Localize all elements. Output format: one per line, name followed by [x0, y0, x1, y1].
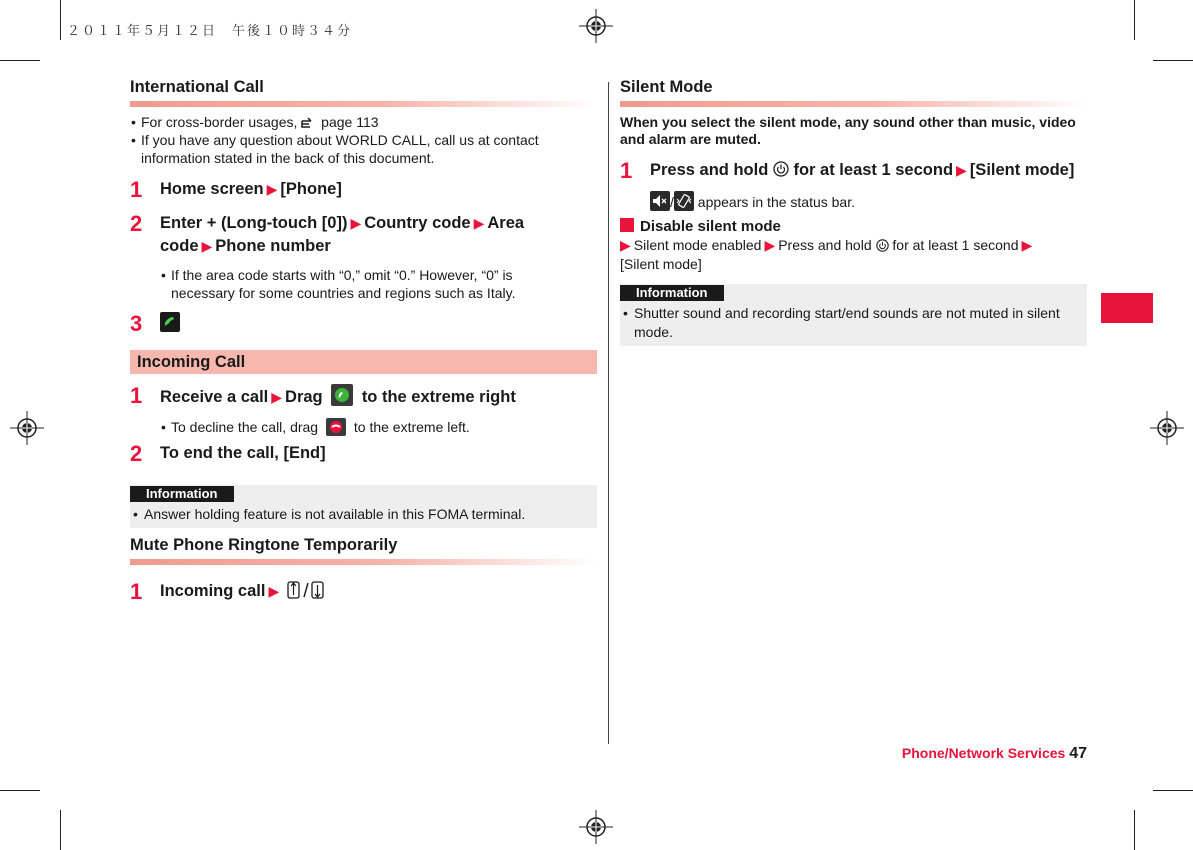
- step-2: 2 To end the call, [End]: [130, 441, 326, 466]
- section-rule: [620, 101, 1087, 107]
- step-note: • To decline the call, drag to the extreme left.: [160, 418, 597, 436]
- answer-call-icon: [331, 384, 353, 406]
- step-1: 1 Receive a call ▶ Drag to the extreme right: [130, 383, 516, 408]
- arrow-icon: ▶: [1021, 237, 1033, 253]
- crop-mark: [0, 790, 40, 791]
- crop-mark: [60, 0, 61, 40]
- phone-handset-icon: [160, 312, 180, 332]
- arrow-icon: ▶: [271, 389, 283, 405]
- vibrate-icon: [674, 191, 694, 211]
- registration-mark-icon: [10, 411, 44, 445]
- square-bullet-icon: [620, 218, 634, 232]
- mute-ringtone-section: [130, 536, 597, 603]
- arrow-icon: ▶: [620, 237, 631, 253]
- arrow-icon: ▶: [473, 215, 485, 231]
- crop-mark: [1153, 790, 1193, 791]
- left-column: [130, 78, 597, 603]
- arrow-icon: ▶: [764, 237, 776, 253]
- step-note: • If the area code starts with “0,” omit “0.” However, “0” is necessary for some countries and regions such as Italy.: [160, 266, 561, 302]
- step-1: 1 Incoming call ▶: [130, 580, 597, 603]
- arrow-icon: ▶: [268, 583, 280, 599]
- silent-mode-section: [620, 78, 1087, 346]
- disable-silent-heading: Disable silent mode: [620, 218, 1087, 235]
- crop-mark: [0, 60, 40, 61]
- volume-key-icon: [287, 581, 325, 599]
- step-2: 2 Enter + (Long-touch [0]) ▶ Country code ▶ Area code ▶ Phone number: [130, 211, 525, 255]
- disable-silent-steps: ▶ Silent mode enabled ▶ Press and hold for at least 1 second ▶ [Silent mode]: [620, 237, 1033, 272]
- section-title: Silent Mode: [620, 78, 713, 96]
- crop-mark: [1134, 810, 1135, 850]
- information-label: Information: [130, 486, 234, 502]
- crop-mark: [1134, 0, 1135, 40]
- arrow-icon: ▶: [956, 162, 967, 178]
- information-text: • Shutter sound and recording start/end sounds are not muted in silent mode.: [620, 302, 1087, 346]
- bullet-item: • If you have any question about WORLD CALL, call us at contact information stated in the back of this document.: [130, 131, 597, 167]
- crop-mark: [1153, 60, 1193, 61]
- step-1: 1 Press and hold for at least 1 second ▶ [Silent mode]: [620, 158, 1075, 183]
- status-note: / appears in the status bar.: [650, 191, 1087, 211]
- section-rule: [130, 559, 597, 565]
- section-rule: [130, 101, 597, 107]
- power-key-icon: [876, 239, 889, 252]
- registration-mark-icon: [1150, 411, 1184, 445]
- arrow-icon: ▶: [266, 181, 278, 197]
- information-text: • Answer holding feature is not available in this FOMA terminal.: [130, 503, 597, 528]
- registration-mark-icon: [579, 9, 613, 43]
- print-timestamp: ２０１１年５月１２日 午後１０時３４分: [67, 24, 353, 39]
- section-title: Mute Phone Ringtone Temporarily: [130, 536, 398, 554]
- bullet-item: • For cross-border usages, page 113: [130, 113, 597, 131]
- arrow-icon: ▶: [201, 238, 213, 254]
- crop-mark: [60, 810, 61, 850]
- international-call-section: [130, 78, 597, 335]
- step-3: 3: [130, 312, 597, 335]
- incoming-call-section: [130, 350, 597, 528]
- decline-call-icon: [326, 418, 346, 436]
- step-1: 1 Home screen ▶ [Phone]: [130, 177, 342, 202]
- information-box: [620, 284, 1087, 346]
- chapter-tab: [1101, 293, 1153, 323]
- pointing-hand-icon: [301, 115, 317, 128]
- information-label: Information: [620, 285, 724, 301]
- silent-mode-icon: [650, 191, 670, 211]
- information-box: [130, 485, 597, 528]
- right-column: [620, 78, 1087, 346]
- arrow-icon: ▶: [350, 215, 362, 231]
- column-divider: [608, 82, 609, 744]
- power-key-icon: [773, 161, 789, 177]
- footer-section-name: Phone/Network Services: [901, 745, 1066, 761]
- intro-text: When you select the silent mode, any sound other than music, video and alarm are muted.: [620, 114, 1076, 147]
- registration-mark-icon: [579, 810, 613, 844]
- page-number: 47: [1069, 745, 1087, 762]
- section-band-title: Incoming Call: [130, 350, 597, 374]
- page-footer: [902, 745, 1087, 763]
- section-title: International Call: [130, 78, 264, 96]
